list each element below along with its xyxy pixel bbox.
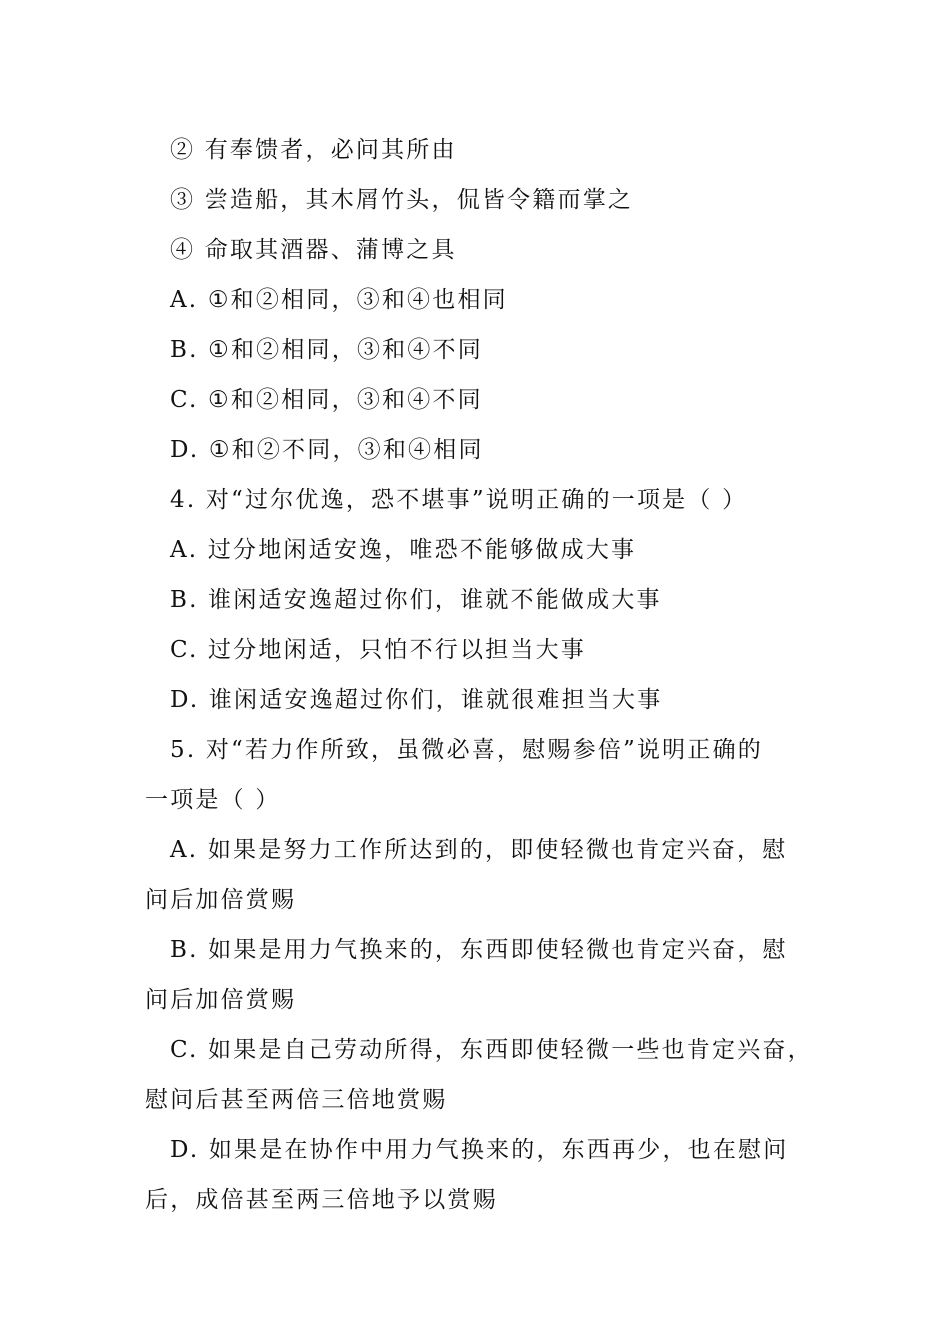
q3-option-a: A. ①和②相同，③和④也相同 bbox=[170, 287, 508, 313]
q5-option-b-cont: 问后加倍赏赐 bbox=[145, 987, 297, 1013]
q4-option-d: D. 谁闲适安逸超过你们，谁就很难担当大事 bbox=[170, 687, 663, 713]
q5-option-b: B. 如果是用力气换来的，东西即使轻微也肯定兴奋，慰 bbox=[170, 937, 788, 963]
q3-option-d: D. ①和②不同，③和④相同 bbox=[170, 437, 484, 463]
question-5-stem: 5. 对“若力作所致，虽微必喜，慰赐参倍”说明正确的 bbox=[170, 737, 763, 763]
item-2-text: ② 有奉馈者，必问其所由 bbox=[170, 137, 457, 163]
q3-option-c: C. ①和②相同，③和④不同 bbox=[170, 387, 483, 413]
q5-option-a-cont: 问后加倍赏赐 bbox=[145, 887, 297, 913]
q4-option-b: B. 谁闲适安逸超过你们，谁就不能做成大事 bbox=[170, 587, 662, 613]
q5-option-d-cont: 后，成倍甚至两三倍地予以赏赐 bbox=[145, 1187, 498, 1213]
q5-option-a: A. 如果是努力工作所达到的，即使轻微也肯定兴奋，慰 bbox=[170, 837, 788, 863]
q5-option-c: C. 如果是自己劳动所得，东西即使轻微一些也肯定兴奋， bbox=[170, 1037, 813, 1063]
q5-option-c-cont: 慰问后甚至两倍三倍地赏赐 bbox=[145, 1087, 448, 1113]
item-4-text: ④ 命取其酒器、蒲博之具 bbox=[170, 237, 457, 263]
question-5-stem-cont: 一项是（ ） bbox=[145, 787, 281, 813]
q4-option-c: C. 过分地闲适，只怕不行以担当大事 bbox=[170, 637, 587, 663]
q5-option-d: D. 如果是在协作中用力气换来的，东西再少，也在慰问 bbox=[170, 1137, 789, 1163]
question-4-stem: 4. 对“过尔优逸，恐不堪事”说明正确的一项是（ ） bbox=[170, 487, 748, 513]
item-3-text: ③ 尝造船，其木屑竹头，侃皆令籍而掌之 bbox=[170, 187, 634, 213]
q3-option-b: B. ①和②相同，③和④不同 bbox=[170, 337, 483, 363]
q4-option-a: A. 过分地闲适安逸，唯恐不能够做成大事 bbox=[170, 537, 637, 563]
